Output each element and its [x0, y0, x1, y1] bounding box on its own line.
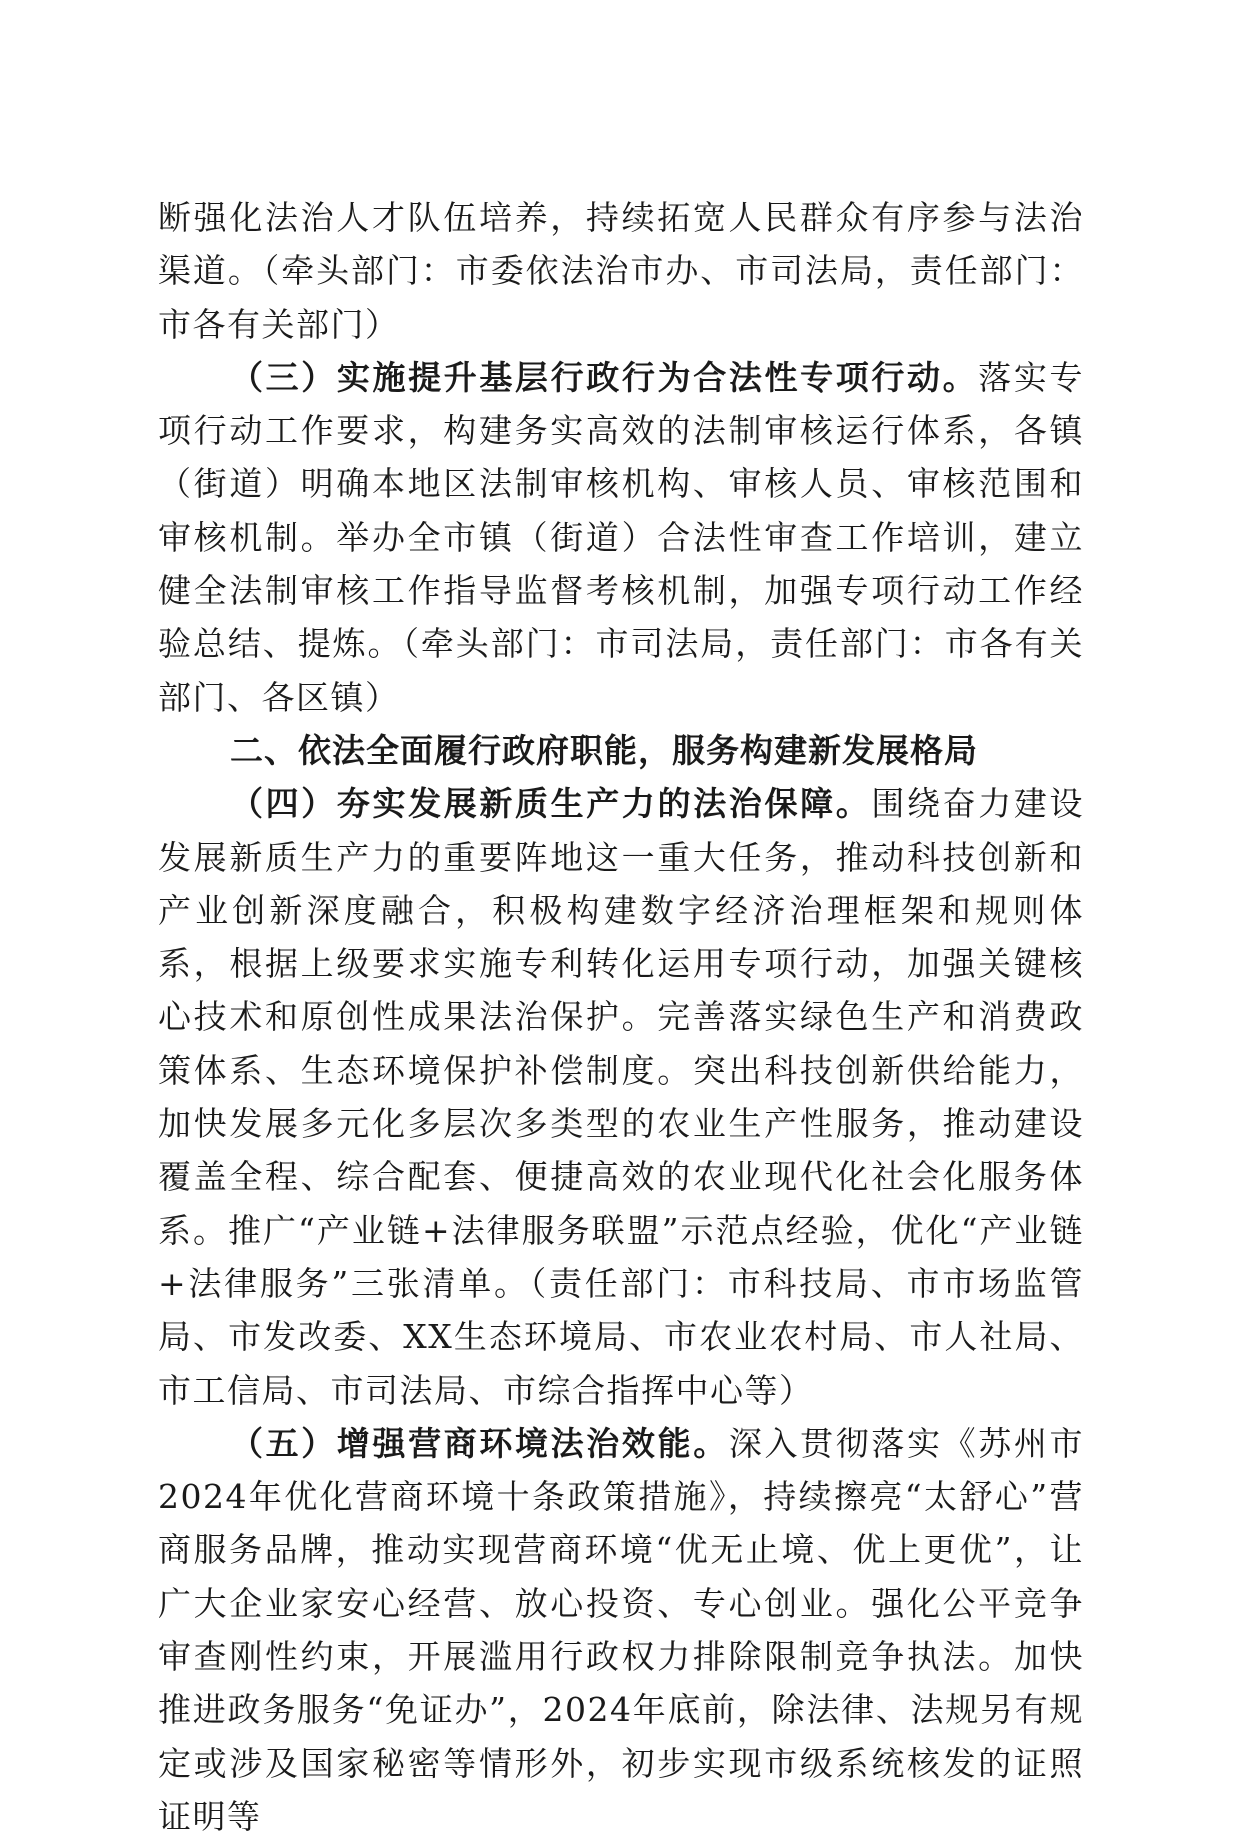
- paragraph-item-4: [158, 777, 1084, 1417]
- section-2-heading: 二、依法全面履行政府职能，服务构建新发展格局: [230, 730, 978, 770]
- item-5-body: 深入贯彻落实《苏州市2024年优化营商环境十条政策措施》，持续擦亮“太舒心”营商服务品牌，推动实现营商环境“优无止境、优上更优”，让广大企业家安心经营、放心投资、专心创业。强化公平竞争审查刚性约束，开展滥用行政权力排除限制竞争执法。加快推进政务服务“免证办”，2024年底前，除法律、法规另有规定或涉及国家秘密等情形外，初步实现市级系统核发的证照证明等: [158, 1423, 1085, 1836]
- item-3-title: （三）实施提升基层行政行为合法性专项行动。: [230, 357, 979, 397]
- document-page: [158, 191, 1084, 1843]
- item-5-title: （五）增强营商环境法治效能。: [230, 1423, 729, 1463]
- paragraph-continuation: 断强化法治人才队伍培养，持续拓宽人民群众有序参与法治渠道。（牵头部门：市委依法治市办、市司法局，责任部门：市各有关部门）: [158, 198, 1084, 344]
- paragraph-item-3: [158, 351, 1084, 724]
- item-4-body: 围绕奋力建设发展新质生产力的重要阵地这一重大任务，推动科技创新和产业创新深度融合，积极构建数字经济治理框架和规则体系，根据上级要求实施专利转化运用专项行动，加强关键核心技术和原创性成果法治保护。完善落实绿色生产和消费政策体系、生态环境保护补偿制度。突出科技创新供给能力，加快发展多元化多层次多类型的农业生产性服务，推动建设覆盖全程、综合配套、便捷高效的农业现代化社会化服务体系。推广“产业链+法律服务联盟”示范点经验，优化“产业链+法律服务”三张清单。（责任部门：市科技局、市市场监管局、市发改委、XX生态环境局、市农业农村局、市人社局、市工信局、市司法局、市综合指挥中心等）: [158, 784, 1085, 1410]
- paragraph-item-5: [158, 1417, 1084, 1843]
- item-3-body: 落实专项行动工作要求，构建务实高效的法制审核运行体系，各镇（街道）明确本地区法制审核机构、审核人员、审核范围和审核机制。举办全市镇（街道）合法性审查工作培训，建立健全法制审核工作指导监督考核机制，加强专项行动工作经验总结、提炼。（牵头部门：市司法局，责任部门：市各有关部门、各区镇）: [158, 357, 1085, 717]
- item-4-title: （四）夯实发展新质生产力的法治保障。: [230, 784, 872, 824]
